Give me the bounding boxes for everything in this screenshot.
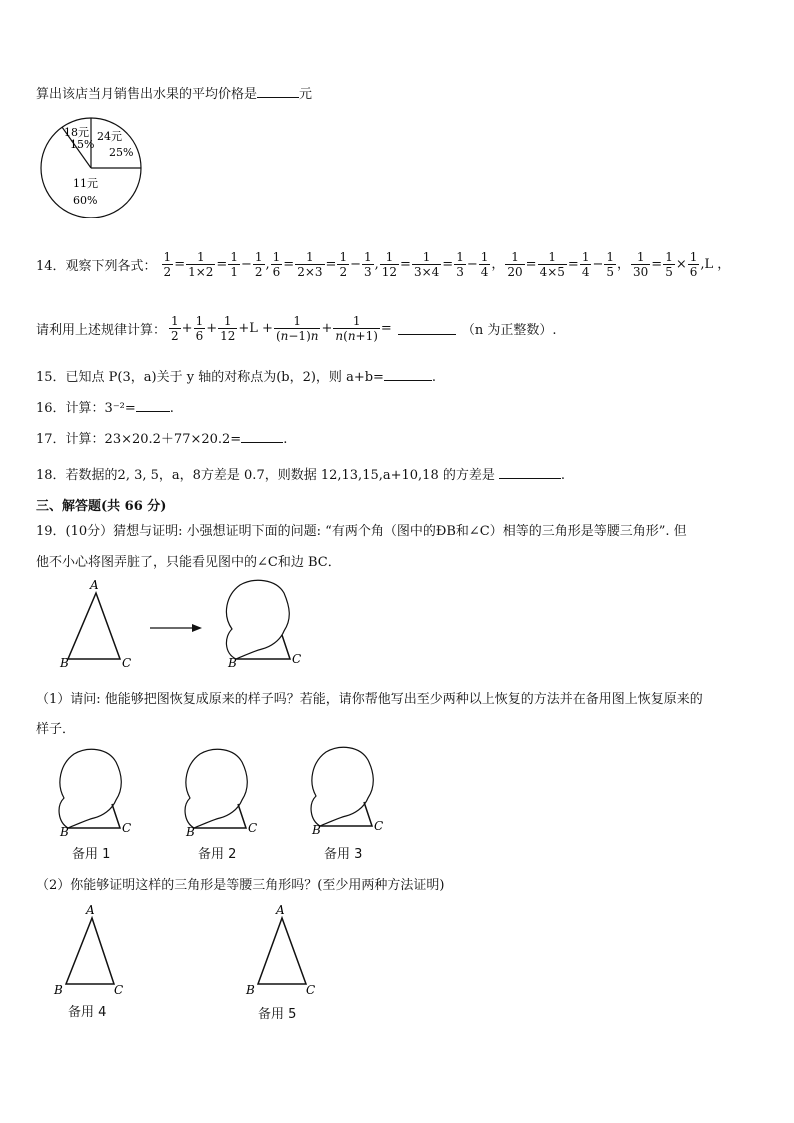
q16-answer-blank[interactable] bbox=[136, 399, 170, 412]
q14-answer-blank[interactable] bbox=[398, 322, 456, 335]
q13-answer-blank[interactable] bbox=[257, 85, 299, 98]
backup-2-label-C: C bbox=[248, 821, 258, 835]
q14-line2 bbox=[36, 308, 556, 348]
caption-backup-2: 备用 2 bbox=[198, 847, 237, 862]
q14-compute-expression: $\frac{1}{2}$ + $\frac{1}{6}$ + $\frac{1}{12}$ +L + $\frac{1}{(n-1)n}$ + $\frac{1}{n(n+1)}$ = bbox=[171, 313, 392, 343]
backup-3-label-B: B bbox=[312, 823, 321, 835]
pie-label-11-price: 11元 bbox=[73, 177, 98, 190]
label-B-damaged: B bbox=[228, 656, 237, 670]
backup-5-label-C: C bbox=[306, 983, 316, 997]
q16 bbox=[36, 397, 174, 416]
section-title: 三、解答题(共 66 分) bbox=[36, 499, 167, 514]
backup-1-label-C: C bbox=[122, 821, 132, 835]
backup-figure-5 bbox=[242, 902, 332, 1000]
backup-4-triangle bbox=[66, 918, 114, 984]
q19-sub2: （2）你能够证明这样的三角形是等腰三角形吗？(至少用两种方法证明) bbox=[36, 878, 445, 893]
q15-answer-blank[interactable] bbox=[384, 368, 432, 381]
pie-label-11-pct: 60% bbox=[73, 194, 98, 207]
q14-stem: 14．观察下列各式： bbox=[36, 258, 157, 274]
caption-backup-5: 备用 5 bbox=[258, 1007, 297, 1022]
backup-3-label-C: C bbox=[374, 819, 384, 833]
q19-sub1-line1: （1）请问: 他能够把图恢复成原来的样子吗？若能，请你帮他写出至少两种以上恢复的方法并在备用图上恢复原来的 bbox=[36, 692, 703, 707]
backup-5-label-A: A bbox=[276, 903, 285, 917]
q13-text bbox=[36, 83, 312, 102]
q18-stem: 18．若数据的2, 3, 5，a，8方差是 0.7，则数据 12,13,15,a+10,18 的方差是 bbox=[36, 468, 495, 483]
q19-line1: 19．(10分）猜想与证明: 小强想证明下面的问题: “有两个角（图中的ÐB和∠C）相等的三角形是等腰三角形”. 但 bbox=[36, 524, 687, 539]
q14-line1 bbox=[36, 244, 730, 284]
backup-2-label-B: B bbox=[186, 825, 195, 837]
q19-sub1-line2: 样子． bbox=[36, 722, 76, 737]
q18-tail: . bbox=[560, 468, 566, 483]
q14-formula-5: $\frac{1}{30}$ = $\frac{1}{5}$ × $\frac{1}{6}$ ,L ， bbox=[633, 249, 731, 279]
q14-formula-3: $\frac{1}{12}$ = $\frac{1}{3\times 4}$ = $\frac{1}{3}$ − $\frac{1}{4}$ ， bbox=[381, 249, 505, 279]
arrow-head-icon bbox=[192, 624, 202, 632]
q14-compute-tail: （n 为正整数）. bbox=[461, 322, 557, 338]
backup-figure-4 bbox=[52, 902, 142, 1000]
backup-5-triangle bbox=[258, 918, 306, 984]
q14-formula-4: $\frac{1}{20}$ = $\frac{1}{4\times 5}$ = $\frac{1}{4}$ − $\frac{1}{5}$ ， bbox=[507, 249, 631, 279]
caption-backup-4: 备用 4 bbox=[68, 1005, 107, 1020]
pie-label-24-pct: 25% bbox=[109, 146, 134, 159]
pie-label-24-price: 24元 bbox=[97, 130, 122, 143]
q17 bbox=[36, 428, 287, 447]
pie-chart bbox=[36, 116, 146, 218]
q17-stem: 17．计算：23×20.2＋77×20.2= bbox=[36, 432, 242, 447]
q13-unit: 元 bbox=[299, 87, 313, 102]
backup-3-blob bbox=[311, 747, 373, 826]
q18-answer-blank[interactable] bbox=[499, 466, 561, 479]
q14-formula-1: $\frac{1}{2}$ = $\frac{1}{1\times 2}$ = $\frac{1}{1}$ − $\frac{1}{2}$ , bbox=[163, 249, 270, 279]
q16-stem: 16．计算：3⁻²= bbox=[36, 401, 136, 416]
damaged-blob bbox=[226, 580, 289, 659]
q17-answer-blank[interactable] bbox=[241, 430, 283, 443]
q18 bbox=[36, 464, 565, 483]
backup-1-label-B: B bbox=[60, 825, 69, 837]
q17-tail: . bbox=[283, 432, 288, 447]
backup-2-blob bbox=[185, 749, 247, 828]
backup-4-label-B: B bbox=[54, 983, 63, 997]
original-triangle bbox=[68, 593, 120, 659]
backup-figure-1 bbox=[54, 742, 144, 837]
q14-formula-2: $\frac{1}{6}$ = $\frac{1}{2\times 3}$ = $\frac{1}{2}$ − $\frac{1}{3}$ , bbox=[272, 249, 379, 279]
backup-figure-3 bbox=[306, 740, 396, 835]
pie-label-18-price: 18元 bbox=[64, 126, 89, 139]
q15-stem: 15．已知点 P(3，a)关于 y 轴的对称点为(b，2)，则 a+b= bbox=[36, 370, 384, 385]
q14-ellipsis: L bbox=[704, 256, 714, 272]
backup-5-label-B: B bbox=[246, 983, 255, 997]
backup-4-label-C: C bbox=[114, 983, 124, 997]
backup-figure-2 bbox=[180, 742, 270, 837]
backup-4-label-A: A bbox=[86, 903, 95, 917]
q19-line2: 他不小心将图弄脏了，只能看见图中的∠C和边 BC． bbox=[36, 555, 341, 570]
label-B: B bbox=[60, 656, 69, 670]
label-C-damaged: C bbox=[292, 652, 302, 666]
label-C: C bbox=[122, 656, 132, 670]
caption-backup-3: 备用 3 bbox=[324, 847, 363, 862]
q15-tail: . bbox=[431, 370, 437, 385]
pie-label-18-pct: 15% bbox=[70, 138, 95, 151]
q16-tail: . bbox=[169, 401, 174, 416]
backup-1-blob bbox=[59, 749, 121, 828]
q14-compute-label: 请利用上述规律计算： bbox=[36, 322, 167, 338]
label-A: A bbox=[90, 578, 99, 592]
q19-main-figure bbox=[56, 575, 316, 670]
q15 bbox=[36, 366, 436, 385]
caption-backup-1: 备用 1 bbox=[72, 847, 111, 862]
q13-stem: 算出该店当月销售出水果的平均价格是 bbox=[36, 87, 258, 102]
